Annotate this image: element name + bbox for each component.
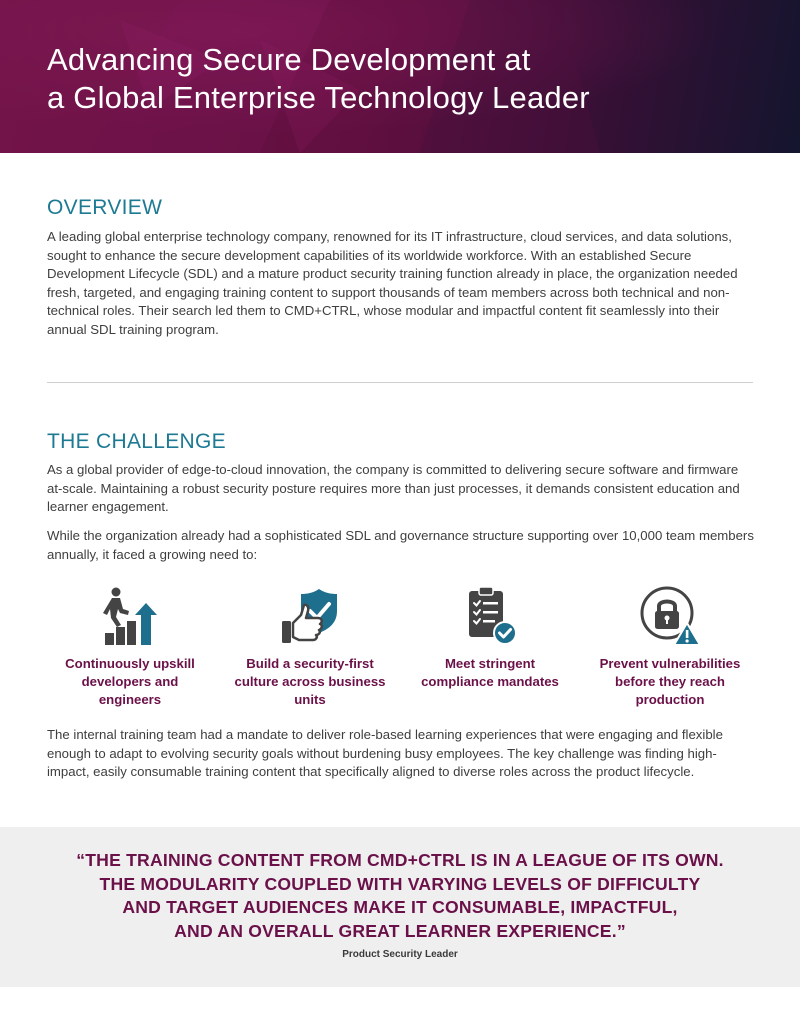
compliance-checklist-icon <box>459 585 521 647</box>
need-item-upskill <box>50 585 210 709</box>
need-label-compliance: Meet stringent compliance mandates <box>421 656 559 689</box>
testimonial-quote <box>30 849 770 943</box>
need-item-compliance <box>410 585 570 691</box>
need-item-prevent <box>590 585 750 709</box>
quote-line-3: AND TARGET AUDIENCES MAKE IT CONSUMABLE, IMPACTFUL, <box>122 897 678 917</box>
page-title-line-2: a Global Enterprise Technology Leader <box>47 80 590 115</box>
need-item-culture <box>230 585 390 709</box>
upskill-stairs-icon <box>99 585 161 647</box>
challenge-paragraph-1: As a global provider of edge-to-cloud innovation, the company is committed to delivering secure software and firmware at-scale. Maintaining a robust security posture requires more than just processes, it demands consistent education and learner engagement. <box>47 462 740 515</box>
need-label-prevent: Prevent vulnerabilities before they reach production <box>599 656 741 707</box>
thumbs-up-shield-icon <box>279 585 341 647</box>
testimonial-attribution: Product Security Leader <box>342 949 458 960</box>
needs-row <box>40 585 760 710</box>
page-title-line-1: Advancing Secure Development at <box>47 42 531 77</box>
section-divider <box>47 382 753 383</box>
need-label-culture: Build a security-first culture across business units <box>234 656 386 707</box>
overview-heading: OVERVIEW <box>47 196 163 219</box>
hero-banner <box>0 0 800 153</box>
quote-line-1: “THE TRAINING CONTENT FROM CMD+CTRL IS IN A LEAGUE OF ITS OWN. <box>76 850 724 870</box>
challenge-heading: THE CHALLENGE <box>47 430 226 453</box>
lock-warning-icon <box>639 585 701 647</box>
need-label-upskill: Continuously upskill developers and engineers <box>65 656 195 707</box>
testimonial-band <box>0 827 800 987</box>
quote-line-2: THE MODULARITY COUPLED WITH VARYING LEVELS OF DIFFICULTY <box>99 873 701 894</box>
challenge-paragraph-3: The internal training team had a mandate to deliver role-based learning experiences that were engaging and flexible enough to adapt to evolving security goals without burdening busy employees. The key challenge was finding high-impact, easily consumable training content that specifically aligned to diverse roles across the product lifecycle. <box>47 727 723 780</box>
quote-line-4: AND AN OVERALL GREAT LEARNER EXPERIENCE.” <box>174 920 626 941</box>
page-title <box>47 41 747 117</box>
challenge-paragraph-2: While the organization already had a sophisticated SDL and governance structure supporting over 10,000 team members annually, it faced a growing need to: <box>47 528 754 562</box>
overview-body: A leading global enterprise technology company, renowned for its IT infrastructure, cloud services, and data solutions, sought to enhance the secure development capabilities of its worldwide workforce. With an established Secure Development Lifecycle (SDL) and a mature product security training function already in place, the organization needed fresh, targeted, and engaging training content to support thousands of team members across both technical and non-technical roles. Their search led them to CMD+CTRL, whose modular and impactful content fit seamlessly into their annual SDL training program. <box>47 229 738 337</box>
